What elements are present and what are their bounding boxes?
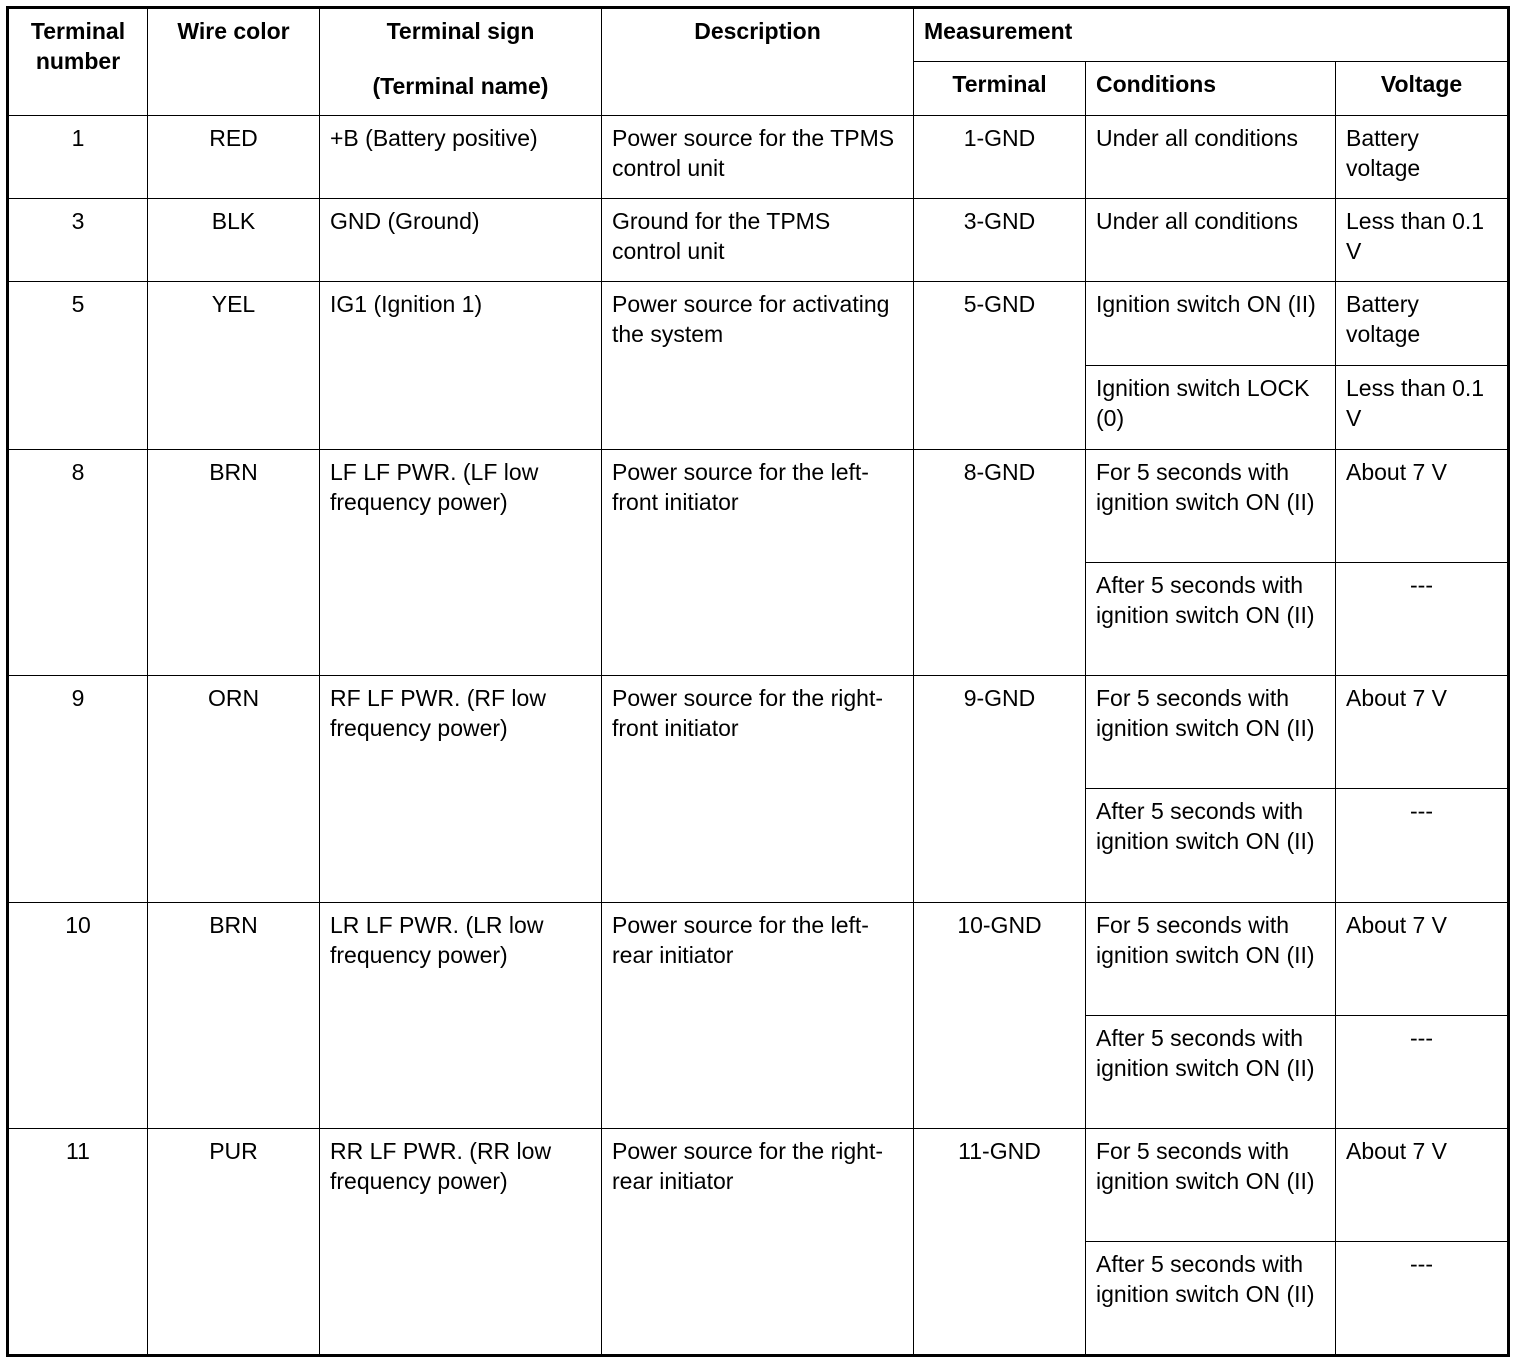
header-terminal: Terminal [914,62,1086,116]
terminal-number-cell: 9 [8,676,148,902]
description-cell: Power source for the right-front initiator [602,676,914,902]
header-wire-color: Wire color [148,8,320,116]
condition-cell: Ignition switch ON (II) [1086,282,1336,366]
table-row [8,116,1509,199]
table-row [8,676,1509,789]
voltage-cell: Battery voltage [1336,282,1509,366]
terminal-sign-cell: RR LF PWR. (RR low frequency power) [320,1128,602,1355]
description-cell: Ground for the TPMS control unit [602,199,914,282]
measurement-terminal-cell: 3-GND [914,199,1086,282]
condition-cell: For 5 seconds with ignition switch ON (II) [1086,450,1336,563]
measurement-terminal-cell: 1-GND [914,116,1086,199]
header-terminal-sign [320,8,602,116]
voltage-cell: Less than 0.1 V [1336,199,1509,282]
measurement-terminal-cell: 9-GND [914,676,1086,902]
wire-color-cell: BRN [148,902,320,1128]
condition-cell: For 5 seconds with ignition switch ON (II) [1086,676,1336,789]
condition-cell: For 5 seconds with ignition switch ON (II) [1086,1128,1336,1241]
terminal-number-cell: 8 [8,450,148,676]
terminal-number-cell: 11 [8,1128,148,1355]
wire-color-cell: PUR [148,1128,320,1355]
header-terminal-number: Terminal number [8,8,148,116]
header-terminal-name-label: (Terminal name) [372,73,549,99]
condition-cell: After 5 seconds with ignition switch ON (II) [1086,789,1336,902]
voltage-cell: --- [1336,1015,1509,1128]
voltage-cell: About 7 V [1336,676,1509,789]
condition-cell: After 5 seconds with ignition switch ON (II) [1086,1241,1336,1355]
description-cell: Power source for the left-front initiator [602,450,914,676]
condition-cell: Under all conditions [1086,199,1336,282]
measurement-terminal-cell: 5-GND [914,282,1086,450]
wire-color-cell: BRN [148,450,320,676]
table-row [8,450,1509,563]
terminal-sign-cell: LF LF PWR. (LF low frequency power) [320,450,602,676]
terminal-sign-cell: +B (Battery positive) [320,116,602,199]
header-conditions: Conditions [1086,62,1336,116]
table-row [8,902,1509,1015]
condition-cell: After 5 seconds with ignition switch ON (II) [1086,563,1336,676]
voltage-cell: Less than 0.1 V [1336,366,1509,450]
voltage-cell: About 7 V [1336,1128,1509,1241]
header-measurement: Measurement [914,8,1509,62]
terminal-number-cell: 1 [8,116,148,199]
header-row-1 [8,8,1509,62]
terminal-number-cell: 3 [8,199,148,282]
measurement-terminal-cell: 10-GND [914,902,1086,1128]
header-description: Description [602,8,914,116]
description-cell: Power source for the right-rear initiator [602,1128,914,1355]
voltage-cell: --- [1336,1241,1509,1355]
terminal-number-cell: 5 [8,282,148,450]
wire-color-cell: BLK [148,199,320,282]
terminal-sign-cell: IG1 (Ignition 1) [320,282,602,450]
measurement-terminal-cell: 8-GND [914,450,1086,676]
condition-cell: Under all conditions [1086,116,1336,199]
voltage-cell: --- [1336,789,1509,902]
description-cell: Power source for activating the system [602,282,914,450]
description-cell: Power source for the TPMS control unit [602,116,914,199]
terminal-sign-cell: LR LF PWR. (LR low frequency power) [320,902,602,1128]
wire-color-cell: RED [148,116,320,199]
condition-cell: After 5 seconds with ignition switch ON (II) [1086,1015,1336,1128]
description-cell: Power source for the left-rear initiator [602,902,914,1128]
measurement-terminal-cell: 11-GND [914,1128,1086,1355]
wire-color-cell: ORN [148,676,320,902]
voltage-cell: --- [1336,563,1509,676]
terminal-number-cell: 10 [8,902,148,1128]
voltage-cell: About 7 V [1336,450,1509,563]
table-row [8,282,1509,366]
table-row [8,1128,1509,1241]
condition-cell: For 5 seconds with ignition switch ON (II) [1086,902,1336,1015]
voltage-cell: Battery voltage [1336,116,1509,199]
voltage-cell: About 7 V [1336,902,1509,1015]
wire-color-cell: YEL [148,282,320,450]
header-voltage: Voltage [1336,62,1509,116]
condition-cell: Ignition switch LOCK (0) [1086,366,1336,450]
terminal-spec-table [6,6,1510,1357]
header-terminal-sign-label: Terminal sign [386,18,535,44]
table-row [8,199,1509,282]
terminal-sign-cell: RF LF PWR. (RF low frequency power) [320,676,602,902]
terminal-sign-cell: GND (Ground) [320,199,602,282]
